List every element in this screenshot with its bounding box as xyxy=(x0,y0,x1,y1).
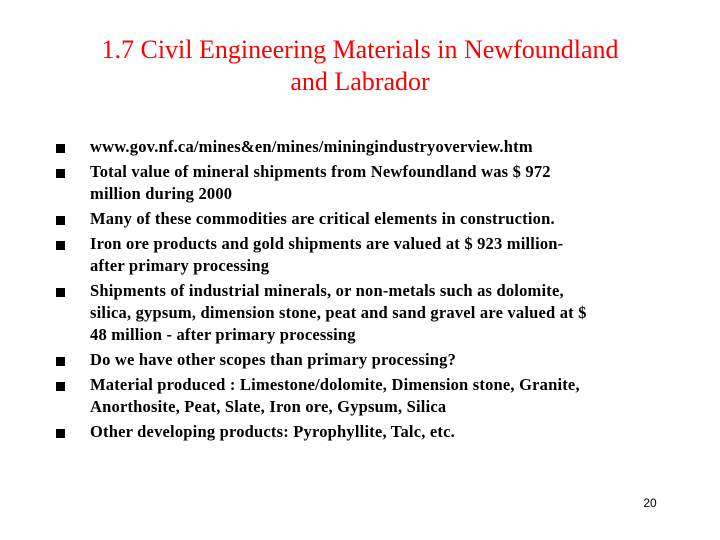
bullet-item xyxy=(56,421,676,443)
bullet-item xyxy=(56,280,676,346)
bullet-item xyxy=(56,136,676,158)
bullet-text-line: after primary processing xyxy=(90,256,270,275)
bullet-text-line: www.gov.nf.ca/mines&en/mines/miningindustryoverview.htm xyxy=(90,137,533,156)
square-bullet-icon xyxy=(56,216,65,225)
square-bullet-icon xyxy=(56,429,65,438)
bullet-item xyxy=(56,349,676,371)
square-bullet-icon xyxy=(56,144,65,153)
slide-title-line: and Labrador xyxy=(290,67,430,96)
bullet-text-line: Material produced : Limestone/dolomite, Dimension stone, Granite, xyxy=(90,375,580,394)
square-bullet-icon xyxy=(56,357,65,366)
bullet-text-line: Iron ore products and gold shipments are valued at $ 923 million- xyxy=(90,234,564,253)
slide-title-line: 1.7 Civil Engineering Materials in Newfoundland xyxy=(101,35,619,64)
square-bullet-icon xyxy=(56,241,65,250)
bullet-text-line: Total value of mineral shipments from Newfoundland was $ 972 xyxy=(90,162,551,181)
bullet-text-line: Shipments of industrial minerals, or non-metals such as dolomite, xyxy=(90,281,564,300)
slide-title xyxy=(40,34,680,98)
bullet-text-line: silica, gypsum, dimension stone, peat and sand gravel are valued at $ xyxy=(90,303,587,322)
bullet-item xyxy=(56,374,676,418)
square-bullet-icon xyxy=(56,169,65,178)
bullet-text-line: 48 million - after primary processing xyxy=(90,325,356,344)
square-bullet-icon xyxy=(56,288,65,297)
bullet-text-line: Anorthosite, Peat, Slate, Iron ore, Gypsum, Silica xyxy=(90,397,447,416)
bullet-text-line: Many of these commodities are critical elements in construction. xyxy=(90,209,555,228)
bullet-item xyxy=(56,233,676,277)
bullet-text-line: million during 2000 xyxy=(90,184,233,203)
bullet-list xyxy=(56,136,676,446)
page-number: 20 xyxy=(643,496,657,510)
bullet-text-line: Other developing products: Pyrophyllite, Talc, etc. xyxy=(90,422,455,441)
bullet-item xyxy=(56,208,676,230)
square-bullet-icon xyxy=(56,382,65,391)
bullet-item xyxy=(56,161,676,205)
bullet-text-line: Do we have other scopes than primary processing? xyxy=(90,350,457,369)
